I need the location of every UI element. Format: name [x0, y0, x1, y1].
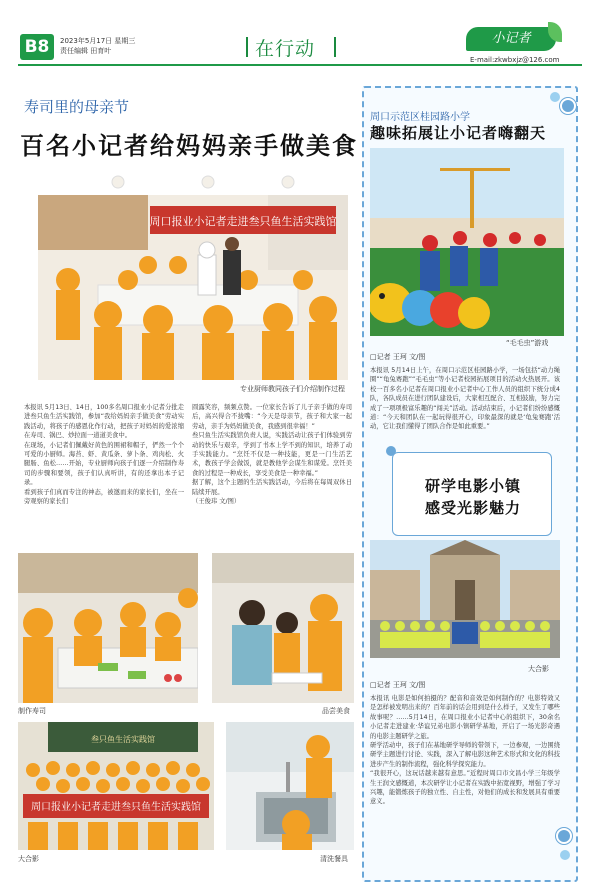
venue-sign-text: 叁只鱼生活实践馆: [91, 735, 155, 744]
dishwashing-photo-caption: 清洗餐具: [320, 855, 348, 863]
kitchen-photo-illustration: [38, 170, 348, 380]
dot-icon: [550, 92, 560, 102]
film-town-title-line1: 研学电影小镇: [424, 477, 521, 495]
section-divider-left: [246, 37, 248, 57]
article-kicker: 寿司里的母亲节: [24, 98, 130, 116]
kitchen-photo-caption: 专业厨师教同孩子们介绍制作过程: [240, 385, 345, 393]
caterpillar-photo-illustration: [370, 148, 564, 336]
group-banner-text: 周口报业小记者走进叁只鱼生活实践馆: [31, 802, 201, 813]
film-town-photo-illustration: [370, 540, 560, 658]
article-headline: 百名小记者给妈妈亲手做美食: [20, 131, 358, 160]
sushi-photo-illustration: [18, 553, 198, 703]
panel-title: 趣味拓展让小记者嗨翻天: [370, 124, 547, 142]
article-body-col2: 圆露笑容，频频点赞。一位家长告诉了儿子亲手做的寿司后，高兴得合不拢嘴：“今天是母亲节，孩子和大家一起劳动，亲手为妈妈做美食，我感到很幸福！” 叁只鱼生活实践馆负责人说，实践活动让孩子们体验到劳动的快乐与艰辛，学到了书本上学不到的知识，培养了动手实践能力。“烹饪不仅是一种技能，更是一门生活艺术，教孩子学会做饭，就是教他学会谋生和谋爱。烹饪美食的过程是一种成长，享受美食是一种幸福。” 据了解，这个主题的生活实践活动，今后将在每周双休日陆续开展。 （王俊玮 文/图）: [192, 404, 352, 506]
date-line: 2023年5月17日 星期三: [60, 37, 136, 45]
group-photo-caption: 大合影: [18, 855, 39, 863]
reporter-name-2: 记者 王珂 文/图: [376, 681, 426, 689]
email-line: E-mail:zkwbxjz@126.com: [470, 56, 560, 64]
dot-icon: [560, 850, 570, 860]
tasting-photo: [212, 553, 354, 703]
section-title: 在行动: [255, 38, 316, 60]
film-town-photo-caption: 大合影: [528, 665, 549, 673]
film-town-title-box: [392, 452, 552, 536]
header-rule: [18, 64, 582, 66]
page-number: B8: [20, 34, 54, 60]
dishwashing-photo-illustration: [226, 722, 354, 850]
reporter-line-2: □记者 王珂 文/图: [370, 681, 426, 689]
group-photo-illustration: [18, 722, 214, 850]
dishwashing-photo: [226, 722, 354, 850]
film-town-title-line2: 感受光影魅力: [424, 499, 521, 517]
section-divider-right: [334, 37, 336, 57]
reporter-name-1: 记者 王珂 文/图: [376, 353, 426, 361]
panel-body-1: 本报讯 5月14日上午，在周口示范区桂园路小学，一场包括“动力绳圈”“龟兔赛跑”“毛毛虫”等小记者校园拓展项目的活动火热展开。该校一百多名小记者在周口报业小记者中心工作人员的组织下统分成4队，各队成员在进行团队建设后，大家相互配合、互相鼓励，努力完成了一项项极富乐趣的“闯关”活动。活动结束后，小记者们纷纷感慨道：“今天和团队在一起玩得很开心，印象最深的就是‘龟兔赛跑’活动，它让我们懂得了团队合作是如此重要。”: [370, 367, 560, 431]
reporter-line-1: □记者 王珂 文/图: [370, 353, 426, 361]
kitchen-photo: [38, 170, 348, 380]
tasting-photo-illustration: [212, 553, 354, 703]
group-photo: [18, 722, 214, 850]
school-name: 周口示范区桂园路小学: [370, 112, 470, 123]
editor-line: 责任编辑 田育叶: [60, 47, 112, 55]
article-body-col1: 本报讯 5月13日、14日，100多名周口报业小记者分批走进叁只鱼生活实践馆，参加“我给妈妈亲手做美食”劳动实践活动，将孩子的感恩化作行动，把孩子对妈妈的爱浓缩在寿司、锅巴、炒拉面一道道美食中。 在现场，小记者们佩戴好黄色的围裙和帽子，俨然一个个可爱的小厨师。海苔、虾、黄瓜条、萝卜条、鸡肉松、火腿肠、鱼松……开始，专业厨师向孩子们逐一介绍制作寿司的步骤和要领，孩子们认真听讲，有的还拿出本子记录。 看到孩子们真而专注的神态，被邀而来的家长们，坐在一旁观察的家长们: [24, 404, 184, 506]
panel-body-2: 本报讯 电影是如何拍摄的？配音和音效是如何制作的？电影特效又是怎样被发明出来的？百年前的话会用到是什么样子，又发生了哪些故事呢？……5月14日，在周口报业小记者中心的组织下，30余名小记者走进建业·华谊兄弟电影小镇研学基地，开启了一场光影奇遇的电影主题研学之旅。 研学活动中，孩子们在基地研学导师的带领下，一边参观，一边围绕研学主题进行讨论、实践，深入了解电影这种艺术形式和文化的科技进步产生的制作流程，强化科学探究能力。 “我很开心，这玩话越来越有意思。”近程时周口市文昌小学三年级学生王润文感慨道，本次研学让小记者在实践中拓宽视野，增强了学习兴趣，能锻炼孩子的独立性、自主性，对他们的成长和发展具有重要意义。: [370, 695, 560, 806]
sushi-photo-caption: 制作寿司: [18, 707, 46, 715]
banner-text: 周口报业小记者走进叁只鱼生活实践馆: [149, 215, 337, 228]
column-badge: 小记者: [466, 27, 556, 51]
sushi-photo: [18, 553, 198, 703]
caterpillar-photo: [370, 148, 564, 336]
tasting-photo-caption: 品尝美食: [322, 707, 350, 715]
pin-icon: [556, 828, 572, 844]
pin-icon: [560, 98, 576, 114]
dot-icon: [386, 446, 396, 456]
film-town-photo: [370, 540, 560, 658]
caterpillar-photo-caption: “毛毛虫”游戏: [506, 339, 549, 347]
